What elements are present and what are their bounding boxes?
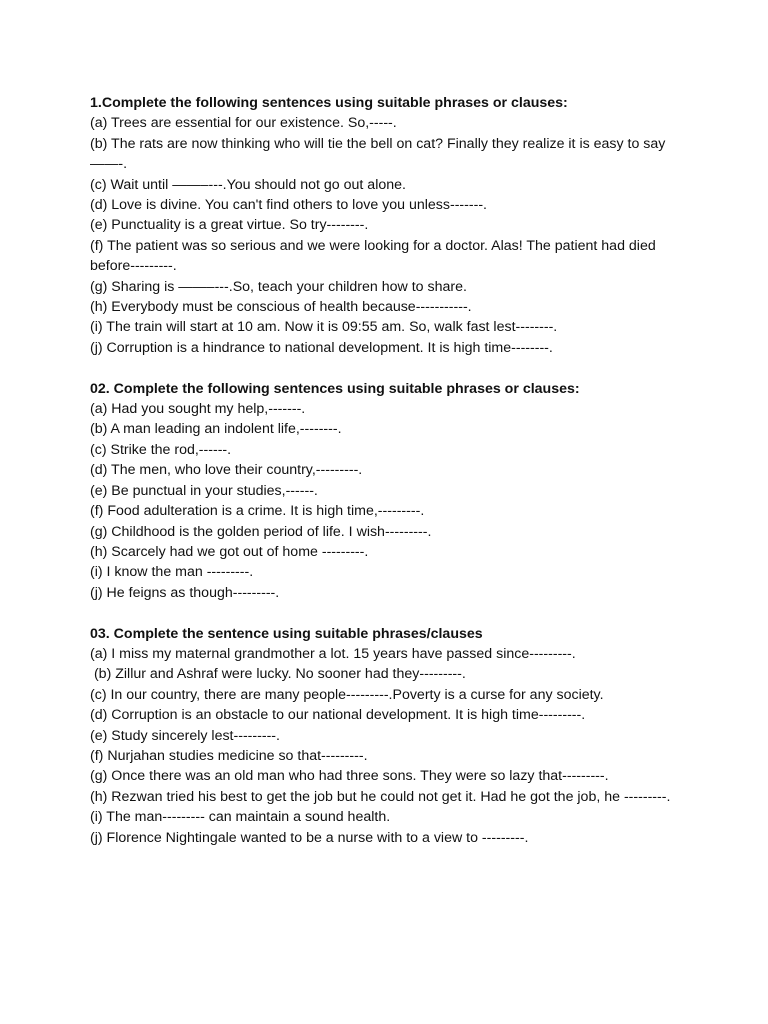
list-item: (d) The men, who love their country,---------.: [90, 462, 363, 479]
section-heading: 1.Complete the following sentences using suitable phrases or clauses:: [90, 95, 568, 111]
exercise-section-1: [90, 93, 690, 358]
list-item: (i) I know the man ---------.: [90, 564, 254, 581]
list-item: (e) Study sincerely lest---------.: [90, 727, 280, 744]
list-item: (b) A man leading an indolent life,--------.: [90, 421, 342, 438]
list-item: (a) I miss my maternal grandmother a lot. 15 years have passed since---------.: [90, 645, 576, 662]
list-item: (g) Sharing is ——–---.So, teach your children how to share.: [90, 278, 467, 295]
list-item: (f) The patient was so serious and we were looking for a doctor. Alas! The patient had died before---------.: [90, 237, 660, 275]
list-item: (d) Love is divine. You can't find others to love you unless-------.: [90, 197, 487, 214]
list-item: (h) Scarcely had we got out of home ---------.: [90, 543, 369, 560]
list-item: (a) Had you sought my help,-------.: [90, 401, 306, 418]
list-item: (e) Be punctual in your studies,------.: [90, 482, 318, 499]
list-item: (g) Once there was an old man who had three sons. They were so lazy that---------.: [90, 768, 609, 785]
exercise-section-3: [90, 624, 690, 848]
list-item: (b) The rats are now thinking who will tie the bell on cat? Finally they realize it is easy to say ——-.: [90, 135, 666, 173]
list-item: (j) Florence Nightingale wanted to be a nurse with to a view to ---------.: [90, 829, 529, 846]
section-heading: 02. Complete the following sentences using suitable phrases or clauses:: [90, 380, 580, 397]
list-item: (c) Strike the rod,------.: [90, 441, 232, 458]
list-item: (c) Wait until ——–---.You should not go out alone.: [90, 176, 406, 193]
list-item: (c) In our country, there are many people---------.Poverty is a curse for any society.: [90, 686, 604, 703]
list-item: (i) The train will start at 10 am. Now it is 09:55 am. So, walk fast lest--------.: [90, 319, 558, 336]
list-item: (f) Nurjahan studies medicine so that---------.: [90, 747, 368, 764]
list-item: (d) Corruption is an obstacle to our national development. It is high time---------.: [90, 707, 586, 724]
list-item: (h) Rezwan tried his best to get the job but he could not get it. Had he got the job, he ---------.: [90, 788, 671, 805]
exercise-section-2: [90, 379, 690, 603]
list-item: (j) He feigns as though---------.: [90, 584, 280, 601]
list-item: (a) Trees are essential for our existence. So,-----.: [90, 115, 397, 132]
list-item: (g) Childhood is the golden period of life. I wish---------.: [90, 523, 432, 540]
list-item: (f) Food adulteration is a crime. It is high time,---------.: [90, 503, 425, 520]
list-item: (h) Everybody must be conscious of health because-----------.: [90, 299, 472, 316]
list-item: (b) Zillur and Ashraf were lucky. No sooner had they---------.: [90, 666, 466, 683]
document-page: [90, 93, 690, 868]
section-heading: 03. Complete the sentence using suitable phrases/clauses: [90, 625, 483, 642]
list-item: (j) Corruption is a hindrance to national development. It is high time--------.: [90, 339, 553, 356]
list-item: (i) The man--------- can maintain a sound health.: [90, 809, 391, 826]
list-item: (e) Punctuality is a great virtue. So try--------.: [90, 217, 369, 234]
